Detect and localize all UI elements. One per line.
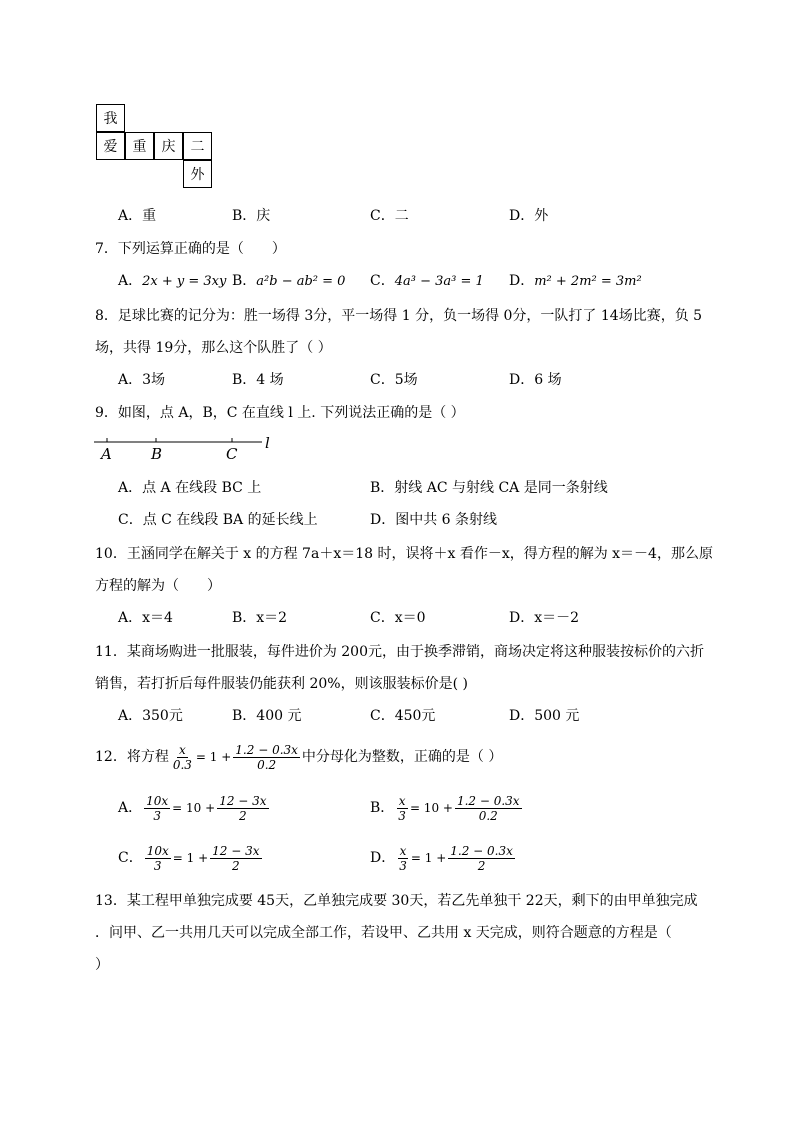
fraction-right xyxy=(217,794,268,823)
q10-option-b: B．x＝2 xyxy=(232,610,288,626)
numerator: x xyxy=(399,843,407,858)
net-cell-er: 二 xyxy=(183,132,212,160)
q12-option-b xyxy=(370,790,524,826)
q7-option-b xyxy=(232,272,345,291)
denominator: 2 xyxy=(232,858,240,873)
denominator: 0.2 xyxy=(478,808,498,823)
q7-option-b-label: B． xyxy=(232,273,257,289)
fraction-left xyxy=(397,844,409,873)
q6-option-a: A．重 xyxy=(118,208,157,224)
q9-stem: 9．如图，点 A，B，C 在直线 l 上. 下列说法正确的是（ ） xyxy=(95,405,465,421)
q8-line-1: 8．足球比赛的记分为：胜一场得 3分，平一场得 1 分，负一场得 0分，一队打了 14场比赛，负 5 xyxy=(95,308,703,324)
q8-option-d: D．6 场 xyxy=(509,372,562,388)
q10-option-a: A．x＝4 xyxy=(118,610,173,626)
q7-option-c-expr: 4a³ − 3a³ = 1 xyxy=(394,274,484,289)
denominator: 3 xyxy=(398,808,406,823)
q10-line-2: 方程的解为（ ） xyxy=(95,578,221,594)
q12-suffix: 中分母化为整数，正确的是（ ） xyxy=(301,749,503,765)
q11-option-c: C．450元 xyxy=(370,708,436,724)
q9-option-b: B．射线 AC 与射线 CA 是同一条射线 xyxy=(370,480,608,496)
option-label: C． xyxy=(118,850,143,866)
q12-stem-mid: = 1 + xyxy=(195,750,232,764)
q13-line-3: ） xyxy=(95,957,109,973)
q12-stem xyxy=(95,739,502,775)
net-cell-wo: 我 xyxy=(96,104,125,132)
q8-option-a: A．3场 xyxy=(118,372,166,388)
numerator: x xyxy=(178,742,186,757)
q11-line-2: 销售，若打折后每件服装仍能获利 20%，则该服装标价是( ) xyxy=(95,676,468,692)
q13-line-1: 13．某工程甲单独完成要 45天，乙单独完成要 30天，若乙先单独干 22天，剩下的由甲单独完成 xyxy=(95,893,698,909)
denominator: 3 xyxy=(399,858,407,873)
q6-option-b: B．庆 xyxy=(232,208,271,224)
numerator: 1.2 − 0.3x xyxy=(450,843,513,858)
q12-option-d xyxy=(370,840,517,876)
numerator: 1.2 − 0.3x xyxy=(235,742,298,757)
denominator: 2 xyxy=(239,808,247,823)
denominator: 3 xyxy=(153,808,161,823)
denominator: 3 xyxy=(153,858,162,873)
q10-option-d: D．x＝－2 xyxy=(509,610,580,626)
q8-option-b: B．4 场 xyxy=(232,372,284,388)
q12-stem-fraction-1 xyxy=(171,743,194,772)
denominator: 2 xyxy=(477,858,486,873)
q11-line-1: 11．某商场购进一批服装，每件进价为 200元，由于换季滞销，商场决定将这种服装按标价的六折 xyxy=(95,644,704,660)
q7-option-d-expr: m² + 2m² = 3m² xyxy=(534,274,642,289)
q9-line-figure xyxy=(90,432,290,462)
q12-option-c xyxy=(118,840,264,876)
q6-option-d: D．外 xyxy=(509,208,549,224)
numerator: 10x xyxy=(146,793,169,808)
q8-line-2: 场，共得 19分，那么这个队胜了（ ） xyxy=(95,340,332,356)
q9-option-a: A．点 A 在线段 BC 上 xyxy=(118,480,262,496)
q7-option-b-expr: a²b − ab² = 0 xyxy=(256,274,346,289)
q12-prefix: 12．将方程 xyxy=(95,749,169,765)
fraction-right xyxy=(210,844,261,873)
net-cell-qing: 庆 xyxy=(154,132,183,160)
net-cell-ai: 爱 xyxy=(96,132,125,160)
q7-option-c xyxy=(370,272,484,291)
line-l-label: l xyxy=(265,434,270,452)
q6-option-c: C．二 xyxy=(370,208,409,224)
equation-mid: = 1 + xyxy=(172,851,209,865)
q7-option-a-expr: 2x + y = 3xy xyxy=(142,274,227,289)
net-cell-wai: 外 xyxy=(183,160,212,188)
denominator: 0.2 xyxy=(257,757,277,772)
numerator: 12 − 3x xyxy=(219,793,267,808)
fraction-left xyxy=(144,794,170,823)
equation-mid: = 10 + xyxy=(172,801,216,815)
fraction-right xyxy=(455,794,522,823)
fraction-left xyxy=(396,794,408,823)
numerator: 10x xyxy=(146,843,169,858)
fraction-right xyxy=(448,844,515,873)
option-label: B． xyxy=(370,800,395,816)
option-label: A． xyxy=(118,800,143,816)
net-cell-zhong: 重 xyxy=(125,132,154,160)
point-b-label: B xyxy=(151,445,163,463)
q7-option-d xyxy=(509,272,642,291)
point-a-label: A xyxy=(101,445,112,463)
numerator: 1.2 − 0.3x xyxy=(456,793,520,808)
q11-option-a: A．350元 xyxy=(118,708,183,724)
fraction-left xyxy=(145,844,171,873)
numerator: 12 − 3x xyxy=(212,843,260,858)
q12-option-a xyxy=(118,790,271,826)
q7-stem: 7．下列运算正确的是（ ） xyxy=(95,241,286,257)
q10-option-c: C．x＝0 xyxy=(370,610,426,626)
point-c-label: C xyxy=(226,445,238,463)
denominator: 0.3 xyxy=(172,757,192,772)
q7-option-d-label: D． xyxy=(509,273,535,289)
q7-option-a xyxy=(118,272,226,291)
equation-mid: = 10 + xyxy=(409,801,453,815)
equation-mid: = 1 + xyxy=(410,851,447,865)
q9-option-d: D．图中共 6 条射线 xyxy=(370,512,498,528)
q11-option-b: B．400 元 xyxy=(232,708,302,724)
q10-line-1: 10．王涵同学在解关于 x 的方程 7a＋x＝18 时，误将＋x 看作－x，得方程的解为 x＝－4，那么原 xyxy=(95,546,713,562)
q7-option-a-label: A． xyxy=(118,273,143,289)
option-label: D． xyxy=(370,850,396,866)
q11-option-d: D．500 元 xyxy=(509,708,580,724)
numerator: x xyxy=(398,793,406,808)
q12-stem-fraction-2 xyxy=(233,743,300,772)
q9-option-c: C．点 C 在线段 BA 的延长线上 xyxy=(118,512,318,528)
q7-option-c-label: C． xyxy=(370,273,395,289)
q13-line-2: ．问甲、乙一共用几天可以完成全部工作，若设甲、乙共用 x 天完成，则符合题意的方程是（ xyxy=(95,925,672,941)
q8-option-c: C．5场 xyxy=(370,372,418,388)
